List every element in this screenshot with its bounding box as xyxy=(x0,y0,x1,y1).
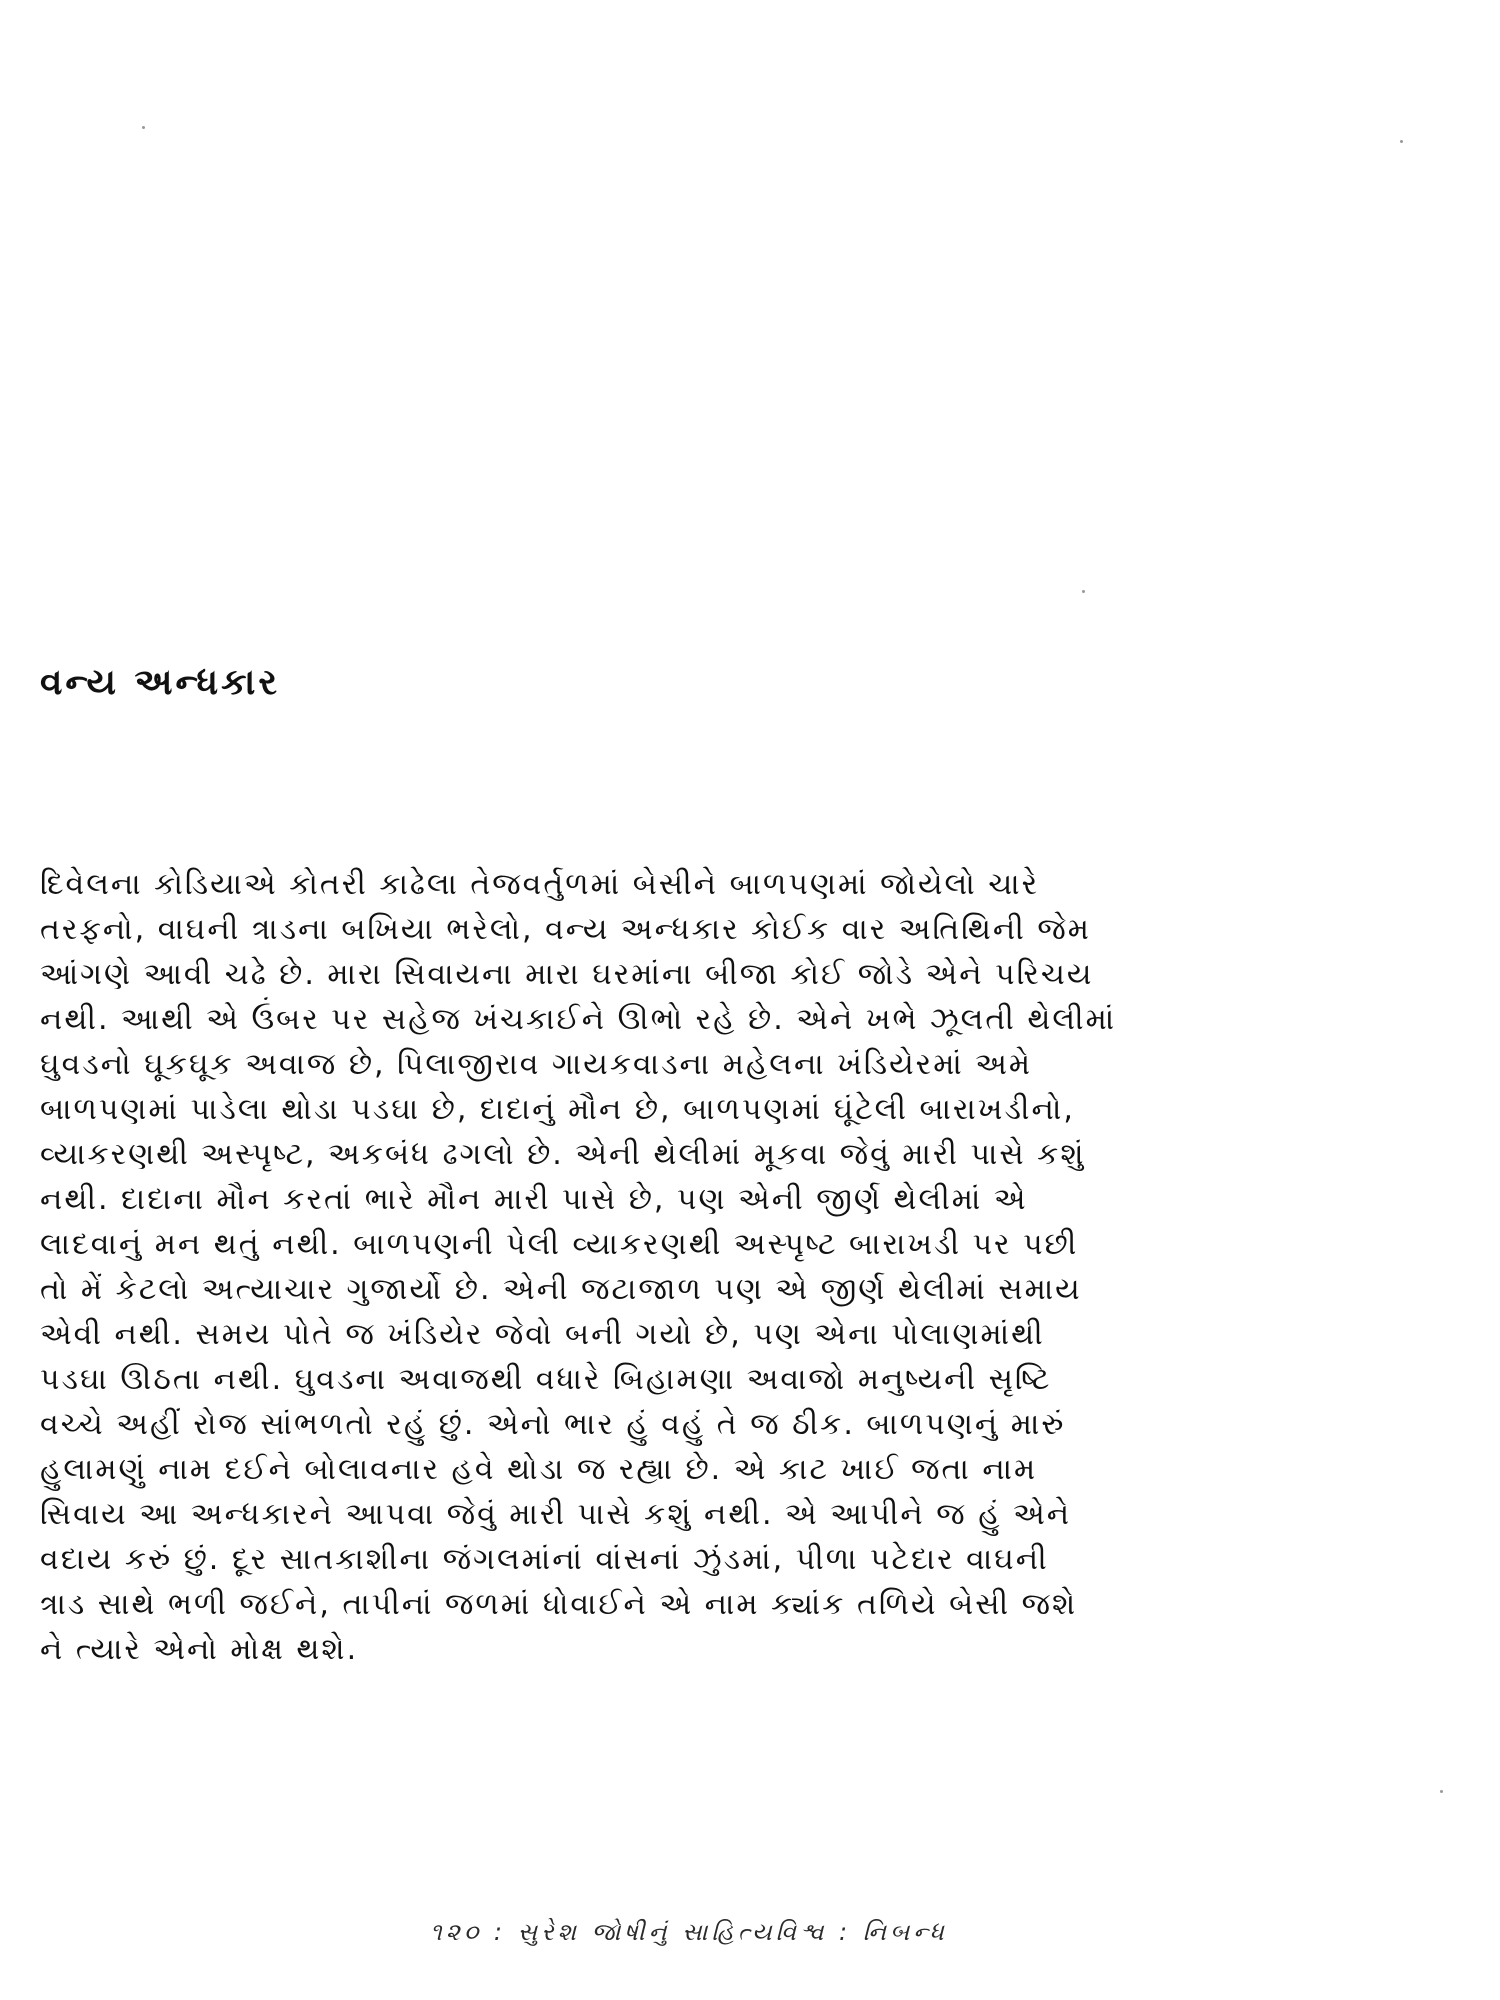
scan-speck xyxy=(1400,140,1403,143)
body-line: વચ્ચે અહીં રોજ સાંભળતો રહું છું. એનો ભાર હું વહું તે જ ઠીક. બાળપણનું મારું xyxy=(40,1407,1066,1442)
body-line: ઘુવડનો ઘૂકઘૂક અવાજ છે, પિલાજીરાવ ગાયકવાડના મહેલના ખંડિયેરમાં અમે xyxy=(40,1047,1033,1082)
scan-speck xyxy=(1082,590,1085,593)
page-title: વન્ય અન્ધકાર xyxy=(40,662,280,703)
body-line: નથી. આથી એ ઉંબર પર સહેજ ખંચકાઈને ઊભો રહે છે. એને ખભે ઝૂલતી થેલીમાં xyxy=(40,1002,1117,1037)
body-line: દિવેલના કોડિયાએ કોતરી કાઢેલા તેજવર્તુળમાં બેસીને બાળપણમાં જોયેલો ચારે xyxy=(40,867,1040,902)
body-line: સિવાય આ અન્ધકારને આપવા જેવું મારી પાસે કશું નથી. એ આપીને જ હું એને xyxy=(40,1497,1072,1532)
body-line: આંગણે આવી ચઢે છે. મારા સિવાયના મારા ઘરમાંના બીજા કોઈ જોડે એને પરિચય xyxy=(40,957,1094,992)
body-line: વદાય કરું છું. દૂર સાતકાશીના જંગલમાંનાં વાંસનાં ઝુંડમાં, પીળા પટેદાર વાઘની xyxy=(40,1542,1049,1577)
body-line: તરફનો, વાઘની ત્રાડના બખિયા ભરેલો, વન્ય અન્ધકાર કોઈક વાર અતિથિની જેમ xyxy=(40,912,1091,947)
scan-speck xyxy=(1440,1790,1443,1793)
body-line: પડઘા ઊઠતા નથી. ઘુવડના અવાજથી વધારે બિહામણા અવાજો મનુષ્યની સૃષ્ટિ xyxy=(40,1362,1052,1397)
essay-body xyxy=(40,862,1470,1672)
body-line: હુલામણું નામ દઈને બોલાવનાર હવે થોડા જ રહ્યા છે. એ કાટ ખાઈ જતા નામ xyxy=(40,1452,1038,1487)
body-line: ત્રાડ સાથે ભળી જઈને, તાપીનાં જળમાં ધોવાઈને એ નામ ક્યાંક તળિયે બેસી જશે xyxy=(40,1587,1078,1622)
body-line: તો મેં કેટલો અત્યાચાર ગુજાર્યો છે. એની જટાજાળ પણ એ જીર્ણ થેલીમાં સમાય xyxy=(40,1272,1082,1307)
body-line: બાળપણમાં પાડેલા થોડા પડઘા છે, દાદાનું મૌન છે, બાળપણમાં ઘૂંટેલી બારાખડીનો, xyxy=(40,1092,1075,1127)
body-line: એવી નથી. સમય પોતે જ ખંડિયેર જેવો બની ગયો છે, પણ એના પોલાણમાંથી xyxy=(40,1317,1045,1352)
body-line: વ્યાકરણથી અસ્પૃષ્ટ, અકબંધ ઢગલો છે. એની થેલીમાં મૂકવા જેવું મારી પાસે કશું xyxy=(40,1137,1086,1172)
body-line: લાદવાનું મન થતું નથી. બાળપણની પેલી વ્યાકરણથી અસ્પૃષ્ટ બારાખડી પર પછી xyxy=(40,1227,1079,1262)
scan-speck xyxy=(142,126,145,129)
page-footer: ૧૨૦ : સુરેશ જોષીનું સાહિત્યવિશ્વ : નિબન્ધ xyxy=(430,1918,948,1946)
body-line: નથી. દાદાના મૌન કરતાં ભારે મૌન મારી પાસે છે, પણ એની જીર્ણ થેલીમાં એ xyxy=(40,1182,1028,1217)
body-line: ને ત્યારે એનો મોક્ષ થશે. xyxy=(40,1632,359,1667)
